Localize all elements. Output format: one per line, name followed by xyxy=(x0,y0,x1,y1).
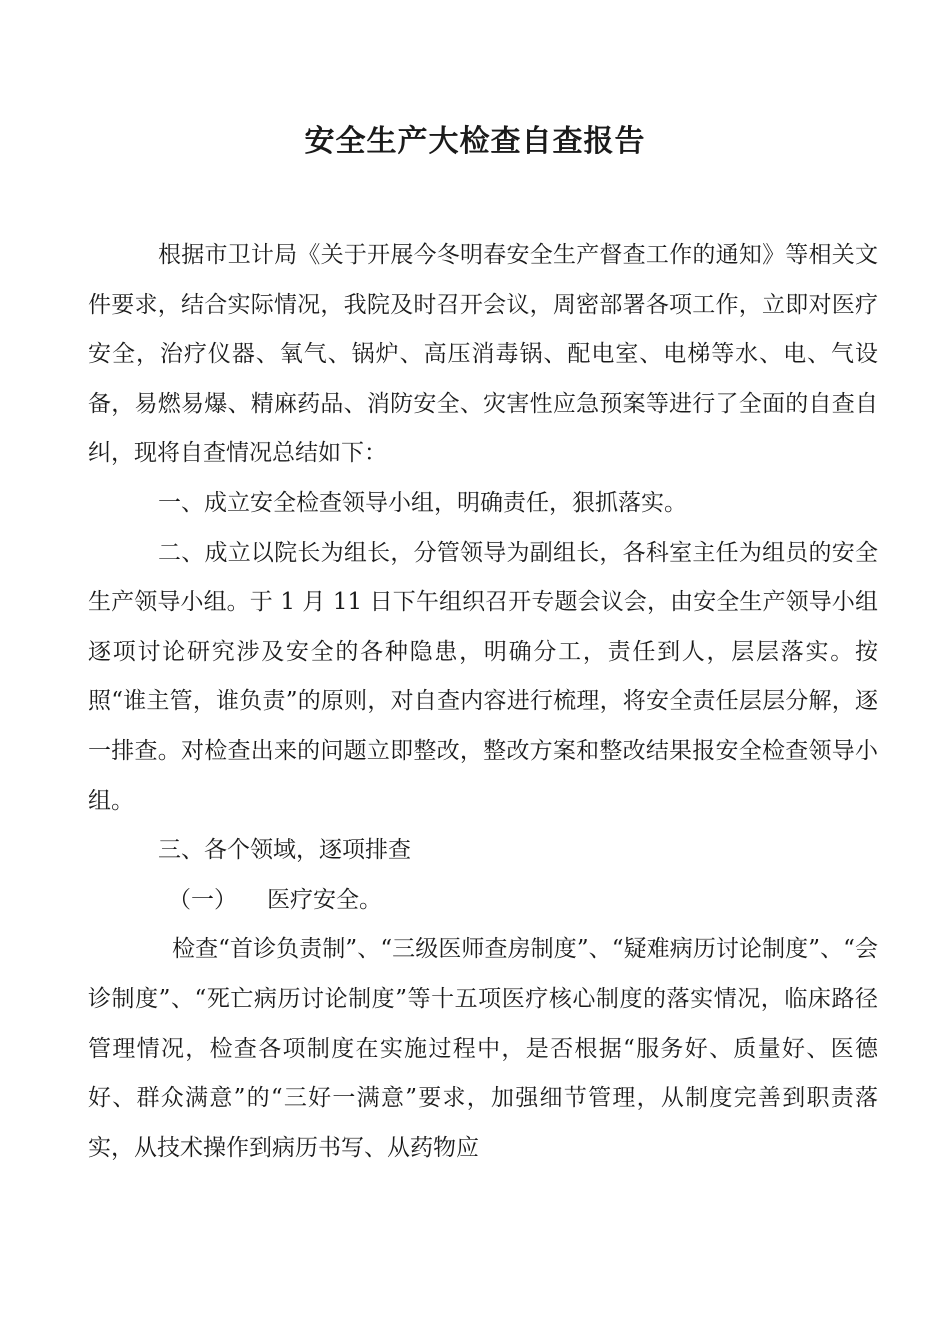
document-body xyxy=(88,231,878,1173)
section-1-heading: 一、成立安全检查领导小组，明确责任，狠抓落实。 xyxy=(158,489,687,516)
subsection-1-paragraph: 检查“首诊负责制”、“三级医师查房制度”、“疑难病历讨论制度”、“会诊制度”、“死亡病历讨论制度”等十五项医疗核心制度的落实情况，临床路径管理情况，检查各项制度在实施过程中，是否根据“服务好、质量好、医德好、群众满意”的“三好一满意”要求，加强细节管理，从制度完善到职责落实，从技术操作到病历书写、从药物应 xyxy=(88,936,878,1161)
subsection-1-title: 医疗安全。 xyxy=(267,886,382,913)
section-3-heading: 三、各个领域，逐项排查 xyxy=(158,837,411,864)
subsection-1-heading xyxy=(88,876,878,926)
intro-paragraph: 根据市卫计局《关于开展今冬明春安全生产督查工作的通知》等相关文件要求，结合实际情况，我院及时召开会议，周密部署各项工作，立即对医疗安全，治疗仪器、氧气、锅炉、高压消毒锅、配电室、电梯等水、电、气设备，易燃易爆、精麻药品、消防安全、灾害性应急预案等进行了全面的自查自纠，现将自查情况总结如下： xyxy=(88,242,878,467)
section-2-paragraph: 二、成立以院长为组长，分管领导为副组长，各科室主任为组员的安全生产领导小组。于 1 月 11 日下午组织召开专题会议会，由安全生产领导小组逐项讨论研究涉及安全的各种隐患，明确分工，责任到人，层层落实。按照“谁主管，谁负责”的原则，对自查内容进行梳理，将安全责任层层分解，逐一排查。对检查出来的问题立即整改，整改方案和整改结果报安全检查领导小组。 xyxy=(88,539,878,814)
subsection-1-number: （一） xyxy=(168,886,237,913)
document-title: 安全生产大检查自查报告 xyxy=(304,124,646,159)
